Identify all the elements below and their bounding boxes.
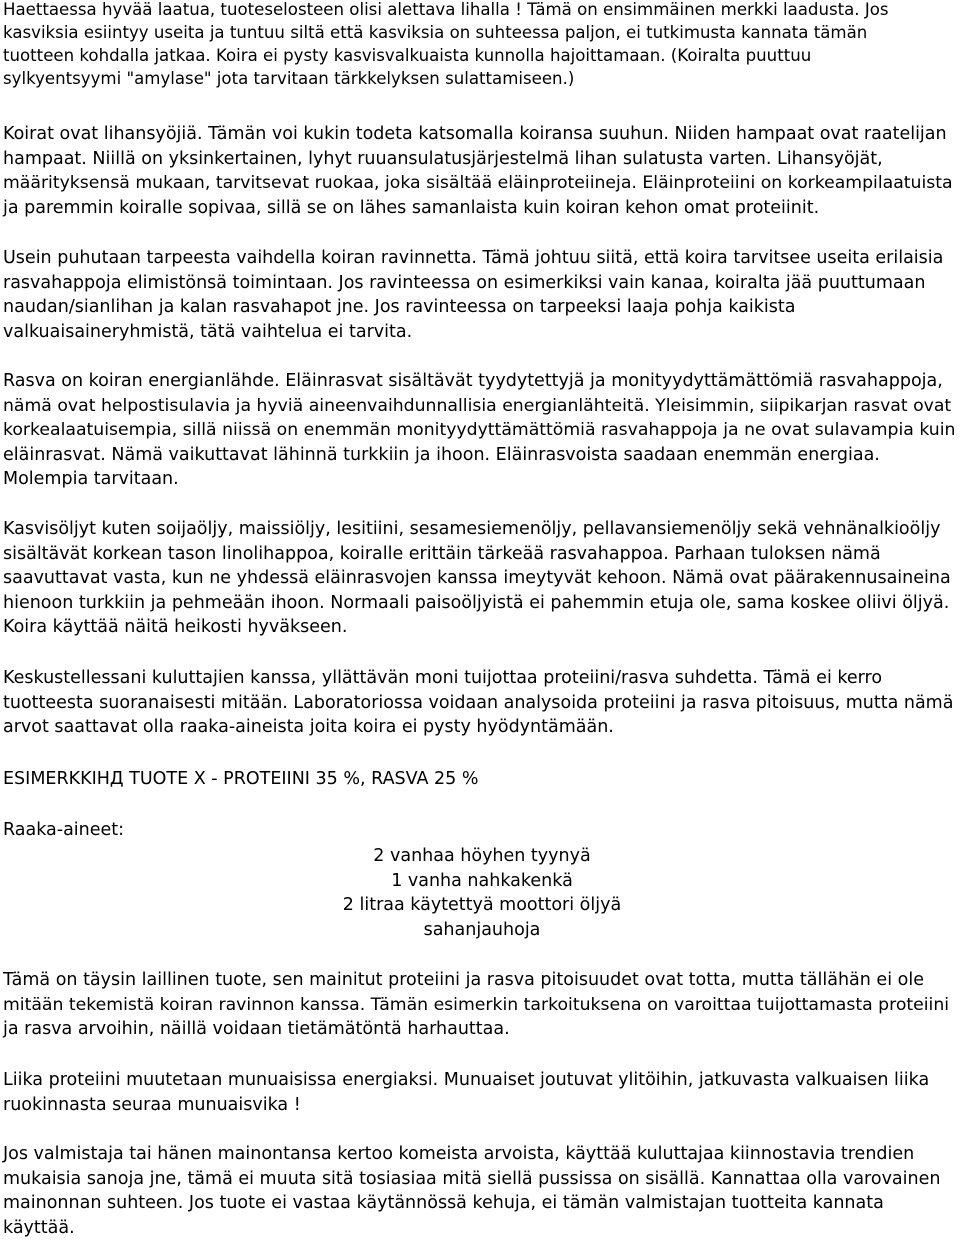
text-line: Jos valmistaja tai hänen mainontansa kertoo komeista arvoista, käyttää kuluttajaa kiinnostavia trendien bbox=[3, 1142, 958, 1167]
list-item: 1 vanha nahkakenkä bbox=[282, 869, 682, 894]
paragraph-carnivores bbox=[3, 122, 958, 220]
list-item: sahanjauhoja bbox=[282, 918, 682, 943]
text-line: arvot saattavat olla raaka-aineista joita koira ei pysty hyödyntämään. bbox=[3, 715, 958, 740]
text-line: Haettaessa hyvää laatua, tuoteselosteen olisi alettava lihalla ! Tämä on ensimmäinen merkki laadusta. Jos bbox=[3, 0, 958, 21]
text-line: Molempia tarvitaan. bbox=[3, 467, 958, 492]
text-line: Keskustellessani kuluttajien kanssa, yllättävän moni tuijottaa proteiini/rasva suhdetta. Tämä ei kerro bbox=[3, 666, 958, 691]
text-line: hienoon turkkiin ja pehmeään ihoon. Normaali paisoöljyistä ei pahemmin etuja ole, sama koskee oliivi öljyä. bbox=[3, 591, 958, 616]
text-line: tuotteesta suoranaisesti mitään. Laboratoriossa voidaan analysoida proteiini ja rasva pitoisuus, mutta nämä bbox=[3, 691, 958, 716]
list-item: 2 litraa käytettyä moottori öljyä bbox=[282, 893, 682, 918]
ingredients-list bbox=[282, 844, 682, 942]
text-line: Liika proteiini muutetaan munuaisissa energiaksi. Munuaiset joutuvat ylitöihin, jatkuvasta valkuaisen liika bbox=[3, 1068, 958, 1093]
paragraph-protein-fat-ratio bbox=[3, 666, 958, 740]
example-heading: ESIMERKKIНД TUOTE X - PROTEIINI 35 %, RASVA 25 % bbox=[3, 767, 479, 792]
text-line: kasviksia esiintyy useita ja tuntuu siltä että kasviksia on suhteessa paljon, ei tutkimusta kannata tämän bbox=[3, 21, 958, 44]
text-line: sisältävät korkean tason linolihappoa, koiralle erittäin tärkeää rasvahappoa. Parhaan tuloksen nämä bbox=[3, 542, 958, 567]
paragraph-meat-first bbox=[3, 0, 958, 90]
paragraph-variation bbox=[3, 246, 958, 344]
text-line: korkealaatuisempia, sillä niissä on enemmän monityydyttämättömiä rasvahappoja ja ne ovat sulavampia kuin bbox=[3, 418, 958, 443]
text-line: käyttää. bbox=[3, 1216, 958, 1240]
text-line: määrityksensä mukaan, tarvitsevat ruokaa, joka sisältää eläinproteiineja. Eläinproteiini on korkeampilaatuista bbox=[3, 171, 958, 196]
paragraph-legal-product bbox=[3, 968, 958, 1042]
text-line: ruokinnasta seuraa munuaisvika ! bbox=[3, 1093, 958, 1118]
text-line: tuotteen kohdalla jatkaa. Koira ei pysty kasvisvalkuaista kunnolla hajoittamaan. (Koiralta puuttuu bbox=[3, 44, 958, 67]
text-line: rasvahappoja elimistönsä toimintaan. Jos ravinteessa on esimerkiksi vain kanaa, koiralta jää puuttumaan bbox=[3, 271, 958, 296]
text-line: naudan/sianlihan ja kalan rasvahapot jne. Jos ravinteessa on tarpeeksi laaja pohja kaikista bbox=[3, 295, 958, 320]
text-line: Tämä on täysin laillinen tuote, sen mainitut proteiini ja rasva pitoisuudet ovat totta, mutta tällähän ei ole bbox=[3, 968, 958, 993]
text-line: Koira käyttää näitä heikosti hyväkseen. bbox=[3, 615, 958, 640]
text-line: mitään tekemistä koiran ravinnon kanssa. Tämän esimerkin tarkoituksena on varoittaa tuijottamasta proteiini bbox=[3, 993, 958, 1018]
ingredients-label: Raaka-aineet: bbox=[3, 818, 124, 843]
text-line: sylkyentsyymi "amylase" jota tarvitaan tärkkelyksen sulattamiseen.) bbox=[3, 67, 958, 90]
text-line: nämä ovat helpostisulavia ja hyviä aineenvaihdunnallisia energianlähteitä. Yleisimmin, siipikarjan rasvat ovat bbox=[3, 394, 958, 419]
text-line: ja paremmin koiralle sopivaa, sillä se on lähes samanlaista kuin koiran kehon omat proteiinit. bbox=[3, 196, 958, 221]
text-line: Rasva on koiran energianlähde. Eläinrasvat sisältävät tyydytettyjä ja monityydyttämättömiä rasvahappoja, bbox=[3, 369, 958, 394]
text-line: hampaat. Niillä on yksinkertainen, lyhyt ruuansulatusjärjestelmä lihan sulatusta varten. Lihansyöjät, bbox=[3, 147, 958, 172]
text-line: mainonnan suhteen. Jos tuote ei vastaa käytännössä kehuja, ei tämän valmistajan tuotteita kannata bbox=[3, 1191, 958, 1216]
paragraph-vegetable-oils bbox=[3, 517, 958, 640]
text-line: saavuttavat vasta, kun ne yhdessä eläinrasvojen kanssa imeytyvät kehoon. Nämä ovat päärakennusaineina bbox=[3, 566, 958, 591]
text-line: eläinrasvat. Nämä vaikuttavat lähinnä turkkiin ja ihoon. Eläinrasvoista saadaan enemmän energiaa. bbox=[3, 443, 958, 468]
text-line: mukaisia sanoja jne, tämä ei muuta sitä tosiasiaa mitä siellä pussissa on sisällä. Kannattaa olla varovainen bbox=[3, 1167, 958, 1192]
text-line: valkuaisaineryhmistä, tätä vaihtelua ei tarvita. bbox=[3, 320, 958, 345]
paragraph-excess-protein bbox=[3, 1068, 958, 1117]
paragraph-fat-energy bbox=[3, 369, 958, 492]
paragraph-marketing bbox=[3, 1142, 958, 1240]
list-item: 2 vanhaa höyhen tyynyä bbox=[282, 844, 682, 869]
text-line: Koirat ovat lihansyöjiä. Tämän voi kukin todeta katsomalla koiransa suuhun. Niiden hampaat ovat raatelijan bbox=[3, 122, 958, 147]
text-line: ja rasva arvoihin, näillä voidaan tietämätöntä harhauttaa. bbox=[3, 1017, 958, 1042]
text-line: Usein puhutaan tarpeesta vaihdella koiran ravinnetta. Tämä johtuu siitä, että koira tarvitsee useita erilaisia bbox=[3, 246, 958, 271]
text-line: Kasvisöljyt kuten soijaöljy, maissiöljy, lesitiini, sesamesiemenöljy, pellavansiemenöljy sekä vehnänalkioöljy bbox=[3, 517, 958, 542]
